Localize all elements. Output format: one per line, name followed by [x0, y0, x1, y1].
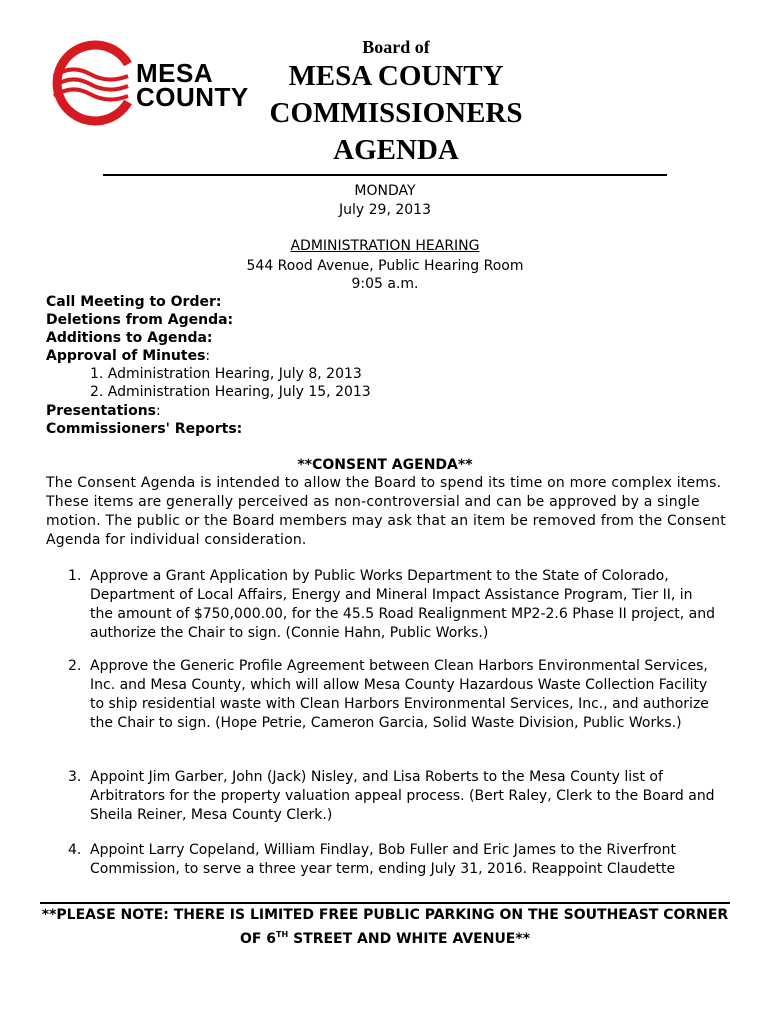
logo-text-mesa: MESA: [136, 58, 214, 88]
consent-item: [68, 841, 718, 879]
consent-item-number: 3.: [68, 769, 82, 785]
mesa-county-logo-icon: [50, 40, 132, 126]
consent-agenda-intro: The Consent Agenda is intended to allow the Board to spend its time on more complex items. These items are generally perceived as non-controversial and can be approved by a single motion. The public or the Board members may ask that an item be removed from the Consent Agenda for individual consideration.: [46, 475, 726, 548]
hearing-location: 544 Rood Avenue, Public Hearing Room: [246, 258, 524, 274]
approval-of-minutes-colon: :: [205, 348, 211, 364]
additions-to-agenda: Additions to Agenda:: [46, 330, 213, 346]
board-of-label: Board of: [362, 37, 430, 57]
logo-text-county: COUNTY: [136, 82, 249, 112]
parking-note-sup: TH: [276, 930, 289, 939]
consent-agenda-heading: **CONSENT AGENDA**: [297, 457, 473, 473]
hearing-title: ADMINISTRATION HEARING: [290, 238, 480, 254]
consent-item-number: 1.: [68, 568, 82, 584]
consent-item-number: 4.: [68, 842, 82, 858]
parking-note-street: [40, 925, 730, 949]
parking-note-pre: OF 6: [239, 931, 277, 947]
consent-item-text: Approve the Generic Profile Agreement between Clean Harbors Environmental Services, Inc. and Mesa County, which will allow Mesa County Hazardous Waste Collection Facility to ship residential waste with Clean Harbors Environmental Services, Inc., and authorize the Chair to sign. (Hope Petrie, Cameron Garcia, Solid Waste Division, Public Works.): [90, 658, 709, 731]
title-commissioners: COMMISSIONERS: [269, 97, 523, 129]
header-divider: [103, 174, 667, 176]
consent-item: [68, 657, 718, 733]
consent-item-text: Approve a Grant Application by Public Works Department to the State of Colorado, Department of Local Affairs, Energy and Mineral Impact Assistance Program, Tier II, in the amount of $750,000.00, for the 45.5 Road Realignment MP2-2.6 Phase II project, and authorize the Chair to sign. (Connie Hahn, Public Works.): [90, 568, 716, 641]
commissioners-reports: Commissioners' Reports:: [46, 421, 243, 437]
consent-item-number: 2.: [68, 658, 82, 674]
consent-item-text: Appoint Larry Copeland, William Findlay, Bob Fuller and Eric James to the Riverfront Commission, to serve a three year term, ending July 31, 2016. Reappoint Claudette: [90, 842, 676, 877]
parking-note: **PLEASE NOTE: THERE IS LIMITED FREE PUBLIC PARKING ON THE SOUTHEAST CORNER: [41, 907, 729, 923]
presentations: [46, 402, 161, 420]
hearing-time: 9:05 a.m.: [351, 276, 419, 292]
footer-divider: [40, 902, 730, 904]
approval-of-minutes: [46, 347, 210, 365]
presentations-colon: :: [156, 403, 161, 419]
parking-note-post: STREET AND WHITE AVENUE**: [288, 931, 531, 947]
minutes-item: 2. Administration Hearing, July 15, 2013: [90, 384, 371, 400]
consent-item: [68, 567, 718, 643]
call-to-order: Call Meeting to Order:: [46, 294, 222, 310]
deletions-from-agenda: Deletions from Agenda:: [46, 312, 234, 328]
approval-of-minutes-label: Approval of Minutes: [46, 348, 206, 364]
mesa-county-logo: [50, 40, 255, 130]
title-mesa-county: MESA COUNTY: [288, 60, 504, 92]
minutes-item: 1. Administration Hearing, July 8, 2013: [90, 366, 362, 382]
title-agenda: AGENDA: [333, 134, 459, 166]
consent-item: [68, 768, 718, 825]
meeting-day: MONDAY: [354, 183, 416, 199]
meeting-date: July 29, 2013: [339, 202, 431, 218]
consent-item-text: Appoint Jim Garber, John (Jack) Nisley, and Lisa Roberts to the Mesa County list of Arbitrators for the property valuation appeal process. (Bert Raley, Clerk to the Board and Sheila Reiner, Mesa County Clerk.): [90, 769, 715, 823]
presentations-label: Presentations: [46, 403, 157, 419]
